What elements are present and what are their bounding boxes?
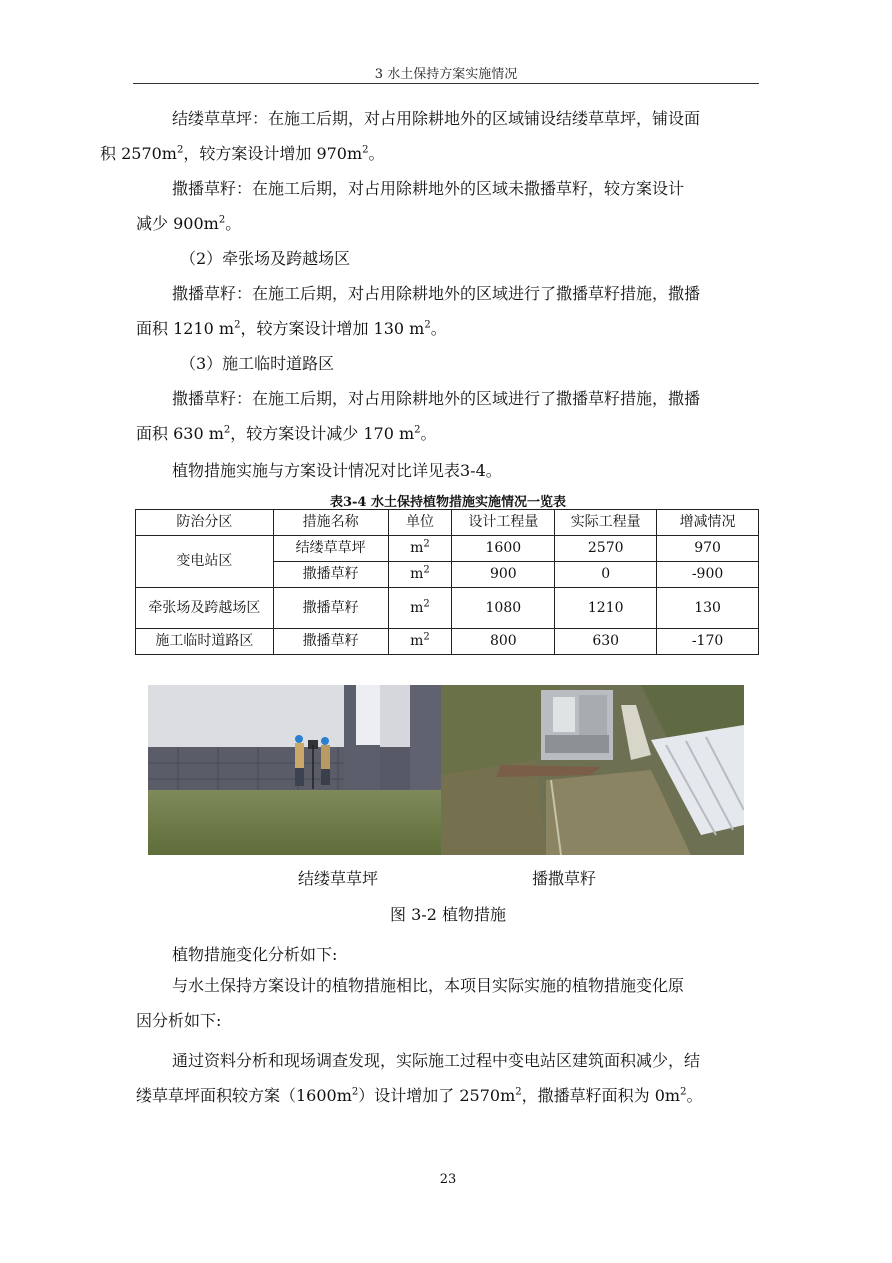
actual-cell: 0 <box>555 562 657 588</box>
design-cell: 1600 <box>452 536 555 562</box>
measure-cell: 撒播草籽 <box>273 629 388 655</box>
paragraph-seeding-substation <box>136 171 760 241</box>
change-cell: 970 <box>657 536 759 562</box>
superscript: 2 <box>424 319 431 331</box>
table-caption: 表3-4 水土保持植物措施实施情况一览表 <box>329 495 566 510</box>
design-cell: 800 <box>452 629 555 655</box>
superscript: 2 <box>218 214 226 226</box>
paragraph-seeding-road <box>136 381 760 451</box>
column-header: 措施名称 <box>273 510 388 536</box>
paragraph-table-reference: 植物措施实施与方案设计情况对比详见表3-4。 <box>172 461 502 480</box>
zone-cell: 变电站区 <box>136 536 274 588</box>
superscript: 2 <box>234 319 241 331</box>
subheading-temp-road: （3）施工临时道路区 <box>180 354 335 373</box>
superscript: 2 <box>351 1086 359 1098</box>
column-header: 设计工程量 <box>452 510 555 536</box>
text-run: ）设计增加了 2570m <box>358 1086 516 1105</box>
text-run: 面积 630 m <box>136 424 224 443</box>
paragraph-line <box>100 416 437 451</box>
table-row <box>136 588 759 629</box>
photo-label-seeding: 播撒草籽 <box>531 869 596 888</box>
column-header: 防治分区 <box>136 510 274 536</box>
text-run: 缕草草坪面积较方案（1600m <box>136 1086 352 1105</box>
text-run: 。 <box>686 1086 703 1105</box>
text-run: 面积 1210 m <box>136 319 235 338</box>
superscript: 2 <box>423 631 430 643</box>
actual-cell: 1210 <box>555 588 657 629</box>
text-run: ，较方案设计增加 130 m <box>240 319 425 338</box>
text-run: ，较方案设计减少 170 m <box>230 424 415 443</box>
unit-text: m <box>410 633 424 649</box>
superscript: 2 <box>515 1086 522 1098</box>
text-run: 。 <box>430 319 447 338</box>
unit-cell <box>388 562 452 588</box>
text-run: 。 <box>225 214 242 233</box>
zone-cell: 牵张场及跨越场区 <box>136 588 274 629</box>
paragraph-line <box>100 206 241 241</box>
paragraph-line: 撒播草籽：在施工后期，对占用除耕地外的区域进行了撒播草籽措施，撒播 <box>172 284 701 303</box>
text-run: 。 <box>368 144 385 163</box>
text-run: 减少 900m <box>136 214 219 233</box>
measure-cell: 撒播草籽 <box>273 562 388 588</box>
superscript: 2 <box>423 564 430 576</box>
page-number: 23 <box>439 1172 457 1187</box>
paragraph-line: 撒播草籽：在施工后期，对占用除耕地外的区域进行了撒播草籽措施，撒播 <box>172 389 701 408</box>
paragraph-analysis-intro: 植物措施变化分析如下: <box>172 945 338 964</box>
design-cell: 900 <box>452 562 555 588</box>
unit-text: m <box>410 540 424 556</box>
text-run: 积 2570m <box>100 144 177 163</box>
column-header: 单位 <box>388 510 452 536</box>
superscript: 2 <box>414 424 421 436</box>
change-cell: -170 <box>657 629 759 655</box>
paragraph-seeding-tension <box>136 276 760 346</box>
superscript: 2 <box>362 144 369 156</box>
table-row <box>136 629 759 655</box>
unit-cell <box>388 629 452 655</box>
superscript: 2 <box>223 424 231 436</box>
paragraph-lawn <box>100 101 760 171</box>
actual-cell: 630 <box>555 629 657 655</box>
actual-cell: 2570 <box>555 536 657 562</box>
paragraph-line <box>100 311 447 346</box>
lawn-photo <box>148 685 441 855</box>
paragraph-line: 与水土保持方案设计的植物措施相比，本项目实际实施的植物措施变化原 <box>172 976 685 995</box>
photo-label-lawn: 结缕草草坪 <box>297 869 378 888</box>
unit-cell <box>388 588 452 629</box>
paragraph-line <box>100 136 385 171</box>
figure-caption: 图 3-2 植物措施 <box>390 905 506 924</box>
text-run: 。 <box>420 424 437 443</box>
column-header: 增减情况 <box>657 510 759 536</box>
measure-cell: 结缕草草坪 <box>273 536 388 562</box>
column-header: 实际工程量 <box>555 510 657 536</box>
plant-measures-table <box>135 509 759 655</box>
design-cell: 1080 <box>452 588 555 629</box>
superscript: 2 <box>176 144 184 156</box>
text-run: ，较方案设计增加 970m <box>183 144 363 163</box>
seeding-photo-illustration <box>441 685 744 855</box>
text-run: ，撒播草籽面积为 0m <box>521 1086 681 1105</box>
paragraph-conclusion <box>136 1043 760 1113</box>
superscript: 2 <box>423 597 430 609</box>
header-rule <box>133 83 759 84</box>
paragraph-line: 结缕草草坪：在施工后期，对占用除耕地外的区域铺设结缕草草坪，铺设面 <box>172 109 701 128</box>
unit-cell <box>388 536 452 562</box>
unit-text: m <box>410 599 424 616</box>
subheading-tension-site: （2）牵张场及跨越场区 <box>180 249 351 268</box>
seeding-aerial-photo <box>441 685 744 855</box>
change-cell: -900 <box>657 562 759 588</box>
unit-text: m <box>410 566 424 582</box>
lawn-photo-illustration <box>148 685 441 855</box>
paragraph-line: 通过资料分析和现场调查发现，实际施工过程中变电站区建筑面积减少，结 <box>172 1051 701 1070</box>
paragraph-line: 因分析如下: <box>136 1011 222 1030</box>
paragraph-comparison <box>136 968 760 1038</box>
table-header-row <box>136 510 759 536</box>
table-row <box>136 536 759 562</box>
page-header: 3 水土保持方案实施情况 <box>374 67 518 82</box>
change-cell: 130 <box>657 588 759 629</box>
paragraph-line <box>100 1078 702 1113</box>
superscript: 2 <box>680 1086 687 1098</box>
measure-cell: 撒播草籽 <box>273 588 388 629</box>
superscript: 2 <box>423 538 430 550</box>
paragraph-line: 撒播草籽：在施工后期，对占用除耕地外的区域未撒播草籽，较方案设计 <box>172 179 685 198</box>
zone-cell: 施工临时道路区 <box>136 629 274 655</box>
